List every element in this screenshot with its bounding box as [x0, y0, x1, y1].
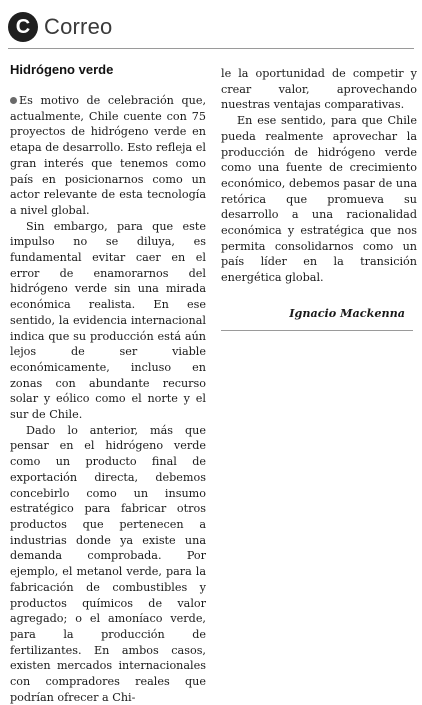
- article-paragraph-3-continued: le la oportunidad de competir y crear valor, aprovechando nuestras ventajas comparativas.: [221, 67, 417, 112]
- section-header: [8, 10, 112, 44]
- section-logo-icon: C: [8, 12, 38, 42]
- article-paragraph-3: Dado lo anterior, más que pensar en el hidrógeno verde como un producto final de exportación directa, debemos concebirlo como un insumo estratégico para fabricar otros productos que pertenecen a industrias donde ya existe una demanda comprobada. Por ejemplo, el metanol verde, para la fabricación de combustibles y productos químicos de valor agregado; o el amoníaco verde, para la producción de fertilizantes. En ambos casos, existen mercados internacionales con compradores reales que podrían ofrecer a Chi-: [10, 423, 206, 704]
- article-paragraph-1: [10, 93, 206, 219]
- article-title: Hidrógeno verde: [10, 62, 114, 77]
- article-paragraph-1-text: Es motivo de celebración que, actualmente, Chile cuente con 75 proyectos de hidrógeno verde en etapa de desarrollo. Esto refleja el gran interés que tenemos como país en posicionarnos como un actor relevante de esta tecnología a nivel global.: [10, 94, 206, 217]
- article-paragraph-2: Sin embargo, para que este impulso no se diluya, es fundamental evitar caer en el error de enamorarnos del hidrógeno verde sin una mirada económica realista. En ese sentido, la evidencia internacional indica que su producción está aún lejos de ser viable económicamente, incluso en zonas con abundante recurso solar y eólico como el norte y el sur de Chile.: [10, 219, 206, 422]
- bullet-icon: [10, 97, 17, 104]
- article-column-right: [221, 66, 417, 331]
- header-divider: [8, 48, 414, 49]
- article-author: Ignacio Mackenna: [289, 305, 405, 320]
- article-column-left: [10, 62, 206, 705]
- article-paragraph-4: En ese sentido, para que Chile pueda realmente aprovechar la producción de hidrógeno verde como una fuente de crecimiento económico, debemos pasar de una retórica que promueva su desarrollo a una racionalidad económica y estratégica que nos permita consolidarnos como un país líder en la transición energética global.: [221, 114, 417, 285]
- section-name: Correo: [44, 14, 113, 39]
- footer-divider: [221, 330, 413, 331]
